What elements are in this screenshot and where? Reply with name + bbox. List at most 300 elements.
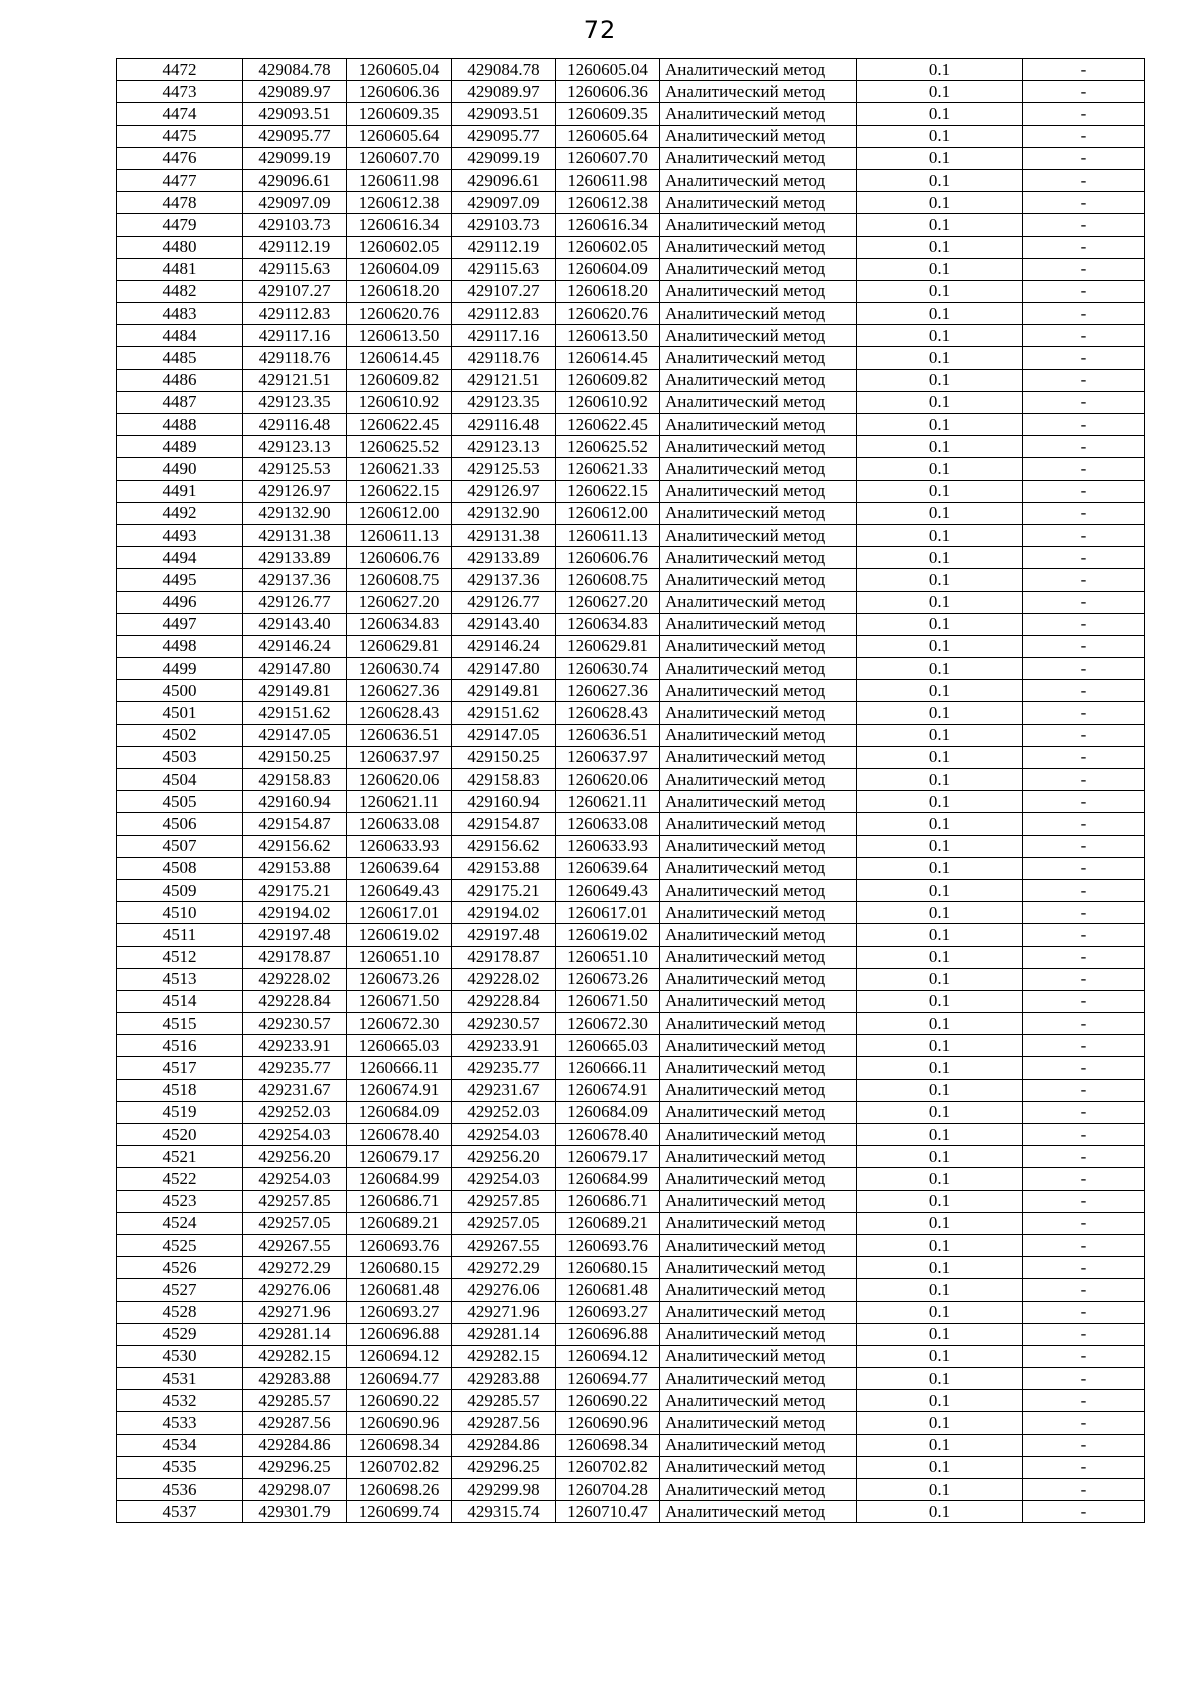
table-row <box>117 1013 1145 1035</box>
y-new-cell: 1260622.45 <box>556 414 660 436</box>
table-row <box>117 1301 1145 1323</box>
precision-cell: 0.1 <box>857 258 1023 280</box>
note-cell: - <box>1023 658 1145 680</box>
y-old-cell: 1260628.43 <box>347 702 452 724</box>
note-cell: - <box>1023 635 1145 657</box>
precision-cell: 0.1 <box>857 791 1023 813</box>
point-number-cell: 4516 <box>117 1035 243 1057</box>
x-new-cell: 429131.38 <box>452 524 556 546</box>
y-new-cell: 1260696.88 <box>556 1323 660 1345</box>
x-new-cell: 429257.85 <box>452 1190 556 1212</box>
table-row <box>117 1257 1145 1279</box>
note-cell: - <box>1023 1456 1145 1478</box>
x-new-cell: 429146.24 <box>452 635 556 657</box>
x-old-cell: 429107.27 <box>243 280 347 302</box>
table-row <box>117 658 1145 680</box>
x-old-cell: 429254.03 <box>243 1124 347 1146</box>
y-new-cell: 1260684.09 <box>556 1101 660 1123</box>
table-row <box>117 1190 1145 1212</box>
x-old-cell: 429257.85 <box>243 1190 347 1212</box>
y-new-cell: 1260620.76 <box>556 303 660 325</box>
y-old-cell: 1260633.93 <box>347 835 452 857</box>
y-old-cell: 1260620.76 <box>347 303 452 325</box>
x-old-cell: 429281.14 <box>243 1323 347 1345</box>
note-cell: - <box>1023 147 1145 169</box>
y-new-cell: 1260690.96 <box>556 1412 660 1434</box>
table-row <box>117 902 1145 924</box>
note-cell: - <box>1023 946 1145 968</box>
table-row <box>117 591 1145 613</box>
table-row <box>117 1323 1145 1345</box>
y-new-cell: 1260694.77 <box>556 1368 660 1390</box>
point-number-cell: 4526 <box>117 1257 243 1279</box>
method-cell: Аналитический метод <box>660 192 857 214</box>
method-cell: Аналитический метод <box>660 391 857 413</box>
x-new-cell: 429096.61 <box>452 169 556 191</box>
method-cell: Аналитический метод <box>660 103 857 125</box>
point-number-cell: 4508 <box>117 857 243 879</box>
note-cell: - <box>1023 1079 1145 1101</box>
method-cell: Аналитический метод <box>660 946 857 968</box>
point-number-cell: 4501 <box>117 702 243 724</box>
precision-cell: 0.1 <box>857 303 1023 325</box>
y-old-cell: 1260639.64 <box>347 857 452 879</box>
y-new-cell: 1260678.40 <box>556 1124 660 1146</box>
x-old-cell: 429197.48 <box>243 924 347 946</box>
x-new-cell: 429158.83 <box>452 769 556 791</box>
x-new-cell: 429153.88 <box>452 857 556 879</box>
y-new-cell: 1260625.52 <box>556 436 660 458</box>
y-new-cell: 1260702.82 <box>556 1456 660 1478</box>
point-number-cell: 4518 <box>117 1079 243 1101</box>
y-new-cell: 1260618.20 <box>556 280 660 302</box>
precision-cell: 0.1 <box>857 1124 1023 1146</box>
method-cell: Аналитический метод <box>660 214 857 236</box>
y-old-cell: 1260622.45 <box>347 414 452 436</box>
y-new-cell: 1260608.75 <box>556 569 660 591</box>
table-row <box>117 746 1145 768</box>
y-old-cell: 1260637.97 <box>347 746 452 768</box>
x-old-cell: 429296.25 <box>243 1456 347 1478</box>
y-new-cell: 1260611.13 <box>556 524 660 546</box>
point-number-cell: 4537 <box>117 1501 243 1523</box>
x-old-cell: 429285.57 <box>243 1390 347 1412</box>
y-new-cell: 1260621.33 <box>556 458 660 480</box>
method-cell: Аналитический метод <box>660 1368 857 1390</box>
y-new-cell: 1260629.81 <box>556 635 660 657</box>
method-cell: Аналитический метод <box>660 1434 857 1456</box>
point-number-cell: 4503 <box>117 746 243 768</box>
x-old-cell: 429131.38 <box>243 524 347 546</box>
y-old-cell: 1260610.92 <box>347 391 452 413</box>
y-new-cell: 1260689.21 <box>556 1212 660 1234</box>
y-old-cell: 1260690.22 <box>347 1390 452 1412</box>
y-old-cell: 1260651.10 <box>347 946 452 968</box>
precision-cell: 0.1 <box>857 59 1023 81</box>
note-cell: - <box>1023 769 1145 791</box>
x-old-cell: 429282.15 <box>243 1345 347 1367</box>
y-old-cell: 1260693.76 <box>347 1234 452 1256</box>
table-row <box>117 1390 1145 1412</box>
table-row <box>117 1412 1145 1434</box>
precision-cell: 0.1 <box>857 769 1023 791</box>
y-new-cell: 1260633.93 <box>556 835 660 857</box>
precision-cell: 0.1 <box>857 1013 1023 1035</box>
method-cell: Аналитический метод <box>660 1456 857 1478</box>
note-cell: - <box>1023 502 1145 524</box>
y-old-cell: 1260690.96 <box>347 1412 452 1434</box>
precision-cell: 0.1 <box>857 702 1023 724</box>
table-row <box>117 1501 1145 1523</box>
point-number-cell: 4476 <box>117 147 243 169</box>
method-cell: Аналитический метод <box>660 990 857 1012</box>
y-new-cell: 1260634.83 <box>556 613 660 635</box>
x-new-cell: 429267.55 <box>452 1234 556 1256</box>
y-new-cell: 1260613.50 <box>556 325 660 347</box>
x-old-cell: 429233.91 <box>243 1035 347 1057</box>
table-row <box>117 1079 1145 1101</box>
x-old-cell: 429151.62 <box>243 702 347 724</box>
precision-cell: 0.1 <box>857 968 1023 990</box>
y-old-cell: 1260666.11 <box>347 1057 452 1079</box>
y-new-cell: 1260665.03 <box>556 1035 660 1057</box>
note-cell: - <box>1023 813 1145 835</box>
point-number-cell: 4489 <box>117 436 243 458</box>
y-old-cell: 1260620.06 <box>347 769 452 791</box>
note-cell: - <box>1023 480 1145 502</box>
method-cell: Аналитический метод <box>660 125 857 147</box>
precision-cell: 0.1 <box>857 1212 1023 1234</box>
note-cell: - <box>1023 591 1145 613</box>
x-new-cell: 429118.76 <box>452 347 556 369</box>
point-number-cell: 4515 <box>117 1013 243 1035</box>
note-cell: - <box>1023 613 1145 635</box>
y-new-cell: 1260690.22 <box>556 1390 660 1412</box>
point-number-cell: 4533 <box>117 1412 243 1434</box>
x-old-cell: 429160.94 <box>243 791 347 813</box>
precision-cell: 0.1 <box>857 1101 1023 1123</box>
table-row <box>117 81 1145 103</box>
table-row <box>117 569 1145 591</box>
note-cell: - <box>1023 125 1145 147</box>
y-old-cell: 1260625.52 <box>347 436 452 458</box>
precision-cell: 0.1 <box>857 524 1023 546</box>
point-number-cell: 4512 <box>117 946 243 968</box>
precision-cell: 0.1 <box>857 946 1023 968</box>
method-cell: Аналитический метод <box>660 1079 857 1101</box>
x-new-cell: 429112.83 <box>452 303 556 325</box>
method-cell: Аналитический метод <box>660 902 857 924</box>
y-old-cell: 1260607.70 <box>347 147 452 169</box>
x-old-cell: 429154.87 <box>243 813 347 835</box>
x-new-cell: 429149.81 <box>452 680 556 702</box>
method-cell: Аналитический метод <box>660 1035 857 1057</box>
point-number-cell: 4525 <box>117 1234 243 1256</box>
table-row <box>117 813 1145 835</box>
point-number-cell: 4484 <box>117 325 243 347</box>
note-cell: - <box>1023 1168 1145 1190</box>
point-number-cell: 4483 <box>117 303 243 325</box>
x-old-cell: 429126.97 <box>243 480 347 502</box>
y-new-cell: 1260602.05 <box>556 236 660 258</box>
point-number-cell: 4492 <box>117 502 243 524</box>
method-cell: Аналитический метод <box>660 1279 857 1301</box>
y-new-cell: 1260605.64 <box>556 125 660 147</box>
table-row <box>117 1279 1145 1301</box>
x-old-cell: 429257.05 <box>243 1212 347 1234</box>
precision-cell: 0.1 <box>857 480 1023 502</box>
x-old-cell: 429301.79 <box>243 1501 347 1523</box>
x-old-cell: 429089.97 <box>243 81 347 103</box>
note-cell: - <box>1023 1035 1145 1057</box>
x-new-cell: 429285.57 <box>452 1390 556 1412</box>
point-number-cell: 4532 <box>117 1390 243 1412</box>
y-new-cell: 1260704.28 <box>556 1479 660 1501</box>
precision-cell: 0.1 <box>857 81 1023 103</box>
point-number-cell: 4498 <box>117 635 243 657</box>
x-new-cell: 429147.80 <box>452 658 556 680</box>
x-old-cell: 429149.81 <box>243 680 347 702</box>
precision-cell: 0.1 <box>857 924 1023 946</box>
x-new-cell: 429272.29 <box>452 1257 556 1279</box>
point-number-cell: 4475 <box>117 125 243 147</box>
table-row <box>117 59 1145 81</box>
x-new-cell: 429178.87 <box>452 946 556 968</box>
table-row <box>117 1212 1145 1234</box>
y-old-cell: 1260674.91 <box>347 1079 452 1101</box>
table-row <box>117 879 1145 901</box>
x-new-cell: 429287.56 <box>452 1412 556 1434</box>
x-old-cell: 429153.88 <box>243 857 347 879</box>
table-row <box>117 1124 1145 1146</box>
y-new-cell: 1260606.36 <box>556 81 660 103</box>
y-new-cell: 1260612.00 <box>556 502 660 524</box>
method-cell: Аналитический метод <box>660 1345 857 1367</box>
x-new-cell: 429231.67 <box>452 1079 556 1101</box>
note-cell: - <box>1023 924 1145 946</box>
table-row <box>117 436 1145 458</box>
x-old-cell: 429096.61 <box>243 169 347 191</box>
table-row <box>117 946 1145 968</box>
y-old-cell: 1260612.38 <box>347 192 452 214</box>
method-cell: Аналитический метод <box>660 1013 857 1035</box>
precision-cell: 0.1 <box>857 658 1023 680</box>
point-number-cell: 4497 <box>117 613 243 635</box>
y-old-cell: 1260679.17 <box>347 1146 452 1168</box>
x-new-cell: 429112.19 <box>452 236 556 258</box>
y-old-cell: 1260681.48 <box>347 1279 452 1301</box>
y-new-cell: 1260651.10 <box>556 946 660 968</box>
x-old-cell: 429150.25 <box>243 746 347 768</box>
x-old-cell: 429132.90 <box>243 502 347 524</box>
table-row <box>117 680 1145 702</box>
y-new-cell: 1260604.09 <box>556 258 660 280</box>
x-new-cell: 429126.97 <box>452 480 556 502</box>
precision-cell: 0.1 <box>857 724 1023 746</box>
y-old-cell: 1260613.50 <box>347 325 452 347</box>
x-old-cell: 429228.84 <box>243 990 347 1012</box>
y-new-cell: 1260666.11 <box>556 1057 660 1079</box>
x-old-cell: 429178.87 <box>243 946 347 968</box>
note-cell: - <box>1023 1434 1145 1456</box>
method-cell: Аналитический метод <box>660 968 857 990</box>
x-new-cell: 429175.21 <box>452 879 556 901</box>
method-cell: Аналитический метод <box>660 414 857 436</box>
x-old-cell: 429137.36 <box>243 569 347 591</box>
table-row <box>117 280 1145 302</box>
x-old-cell: 429147.05 <box>243 724 347 746</box>
note-cell: - <box>1023 724 1145 746</box>
x-old-cell: 429115.63 <box>243 258 347 280</box>
note-cell: - <box>1023 1368 1145 1390</box>
y-new-cell: 1260649.43 <box>556 879 660 901</box>
note-cell: - <box>1023 968 1145 990</box>
table-row <box>117 1101 1145 1123</box>
x-old-cell: 429194.02 <box>243 902 347 924</box>
table-row <box>117 791 1145 813</box>
table-row <box>117 125 1145 147</box>
x-old-cell: 429118.76 <box>243 347 347 369</box>
note-cell: - <box>1023 791 1145 813</box>
precision-cell: 0.1 <box>857 1168 1023 1190</box>
x-old-cell: 429276.06 <box>243 1279 347 1301</box>
point-number-cell: 4528 <box>117 1301 243 1323</box>
point-number-cell: 4487 <box>117 391 243 413</box>
note-cell: - <box>1023 1057 1145 1079</box>
y-new-cell: 1260627.20 <box>556 591 660 613</box>
x-new-cell: 429126.77 <box>452 591 556 613</box>
note-cell: - <box>1023 1234 1145 1256</box>
precision-cell: 0.1 <box>857 680 1023 702</box>
y-new-cell: 1260681.48 <box>556 1279 660 1301</box>
precision-cell: 0.1 <box>857 1057 1023 1079</box>
note-cell: - <box>1023 436 1145 458</box>
precision-cell: 0.1 <box>857 1190 1023 1212</box>
precision-cell: 0.1 <box>857 103 1023 125</box>
x-old-cell: 429126.77 <box>243 591 347 613</box>
x-new-cell: 429115.63 <box>452 258 556 280</box>
table-row <box>117 169 1145 191</box>
y-new-cell: 1260674.91 <box>556 1079 660 1101</box>
precision-cell: 0.1 <box>857 902 1023 924</box>
note-cell: - <box>1023 1301 1145 1323</box>
point-number-cell: 4536 <box>117 1479 243 1501</box>
point-number-cell: 4481 <box>117 258 243 280</box>
y-new-cell: 1260612.38 <box>556 192 660 214</box>
note-cell: - <box>1023 1146 1145 1168</box>
method-cell: Аналитический метод <box>660 1168 857 1190</box>
x-new-cell: 429296.25 <box>452 1456 556 1478</box>
precision-cell: 0.1 <box>857 192 1023 214</box>
method-cell: Аналитический метод <box>660 635 857 657</box>
table-row <box>117 1146 1145 1168</box>
method-cell: Аналитический метод <box>660 791 857 813</box>
point-number-cell: 4485 <box>117 347 243 369</box>
precision-cell: 0.1 <box>857 547 1023 569</box>
x-new-cell: 429095.77 <box>452 125 556 147</box>
table-row <box>117 236 1145 258</box>
point-number-cell: 4505 <box>117 791 243 813</box>
y-old-cell: 1260611.13 <box>347 524 452 546</box>
y-old-cell: 1260665.03 <box>347 1035 452 1057</box>
x-new-cell: 429283.88 <box>452 1368 556 1390</box>
x-new-cell: 429089.97 <box>452 81 556 103</box>
note-cell: - <box>1023 236 1145 258</box>
method-cell: Аналитический метод <box>660 1234 857 1256</box>
precision-cell: 0.1 <box>857 1434 1023 1456</box>
y-new-cell: 1260633.08 <box>556 813 660 835</box>
x-old-cell: 429228.02 <box>243 968 347 990</box>
note-cell: - <box>1023 325 1145 347</box>
x-old-cell: 429097.09 <box>243 192 347 214</box>
x-new-cell: 429315.74 <box>452 1501 556 1523</box>
y-old-cell: 1260627.20 <box>347 591 452 613</box>
y-new-cell: 1260686.71 <box>556 1190 660 1212</box>
note-cell: - <box>1023 1501 1145 1523</box>
y-old-cell: 1260649.43 <box>347 879 452 901</box>
precision-cell: 0.1 <box>857 1456 1023 1478</box>
method-cell: Аналитический метод <box>660 1146 857 1168</box>
x-old-cell: 429125.53 <box>243 458 347 480</box>
y-old-cell: 1260606.76 <box>347 547 452 569</box>
method-cell: Аналитический метод <box>660 680 857 702</box>
table-row <box>117 391 1145 413</box>
y-new-cell: 1260611.98 <box>556 169 660 191</box>
precision-cell: 0.1 <box>857 1257 1023 1279</box>
note-cell: - <box>1023 524 1145 546</box>
table-row <box>117 1479 1145 1501</box>
x-new-cell: 429137.36 <box>452 569 556 591</box>
x-old-cell: 429230.57 <box>243 1013 347 1035</box>
point-number-cell: 4522 <box>117 1168 243 1190</box>
precision-cell: 0.1 <box>857 1234 1023 1256</box>
method-cell: Аналитический метод <box>660 524 857 546</box>
note-cell: - <box>1023 369 1145 391</box>
point-number-cell: 4524 <box>117 1212 243 1234</box>
precision-cell: 0.1 <box>857 1323 1023 1345</box>
y-new-cell: 1260630.74 <box>556 658 660 680</box>
x-old-cell: 429272.29 <box>243 1257 347 1279</box>
table-row <box>117 1035 1145 1057</box>
x-old-cell: 429116.48 <box>243 414 347 436</box>
x-old-cell: 429231.67 <box>243 1079 347 1101</box>
note-cell: - <box>1023 680 1145 702</box>
point-number-cell: 4496 <box>117 591 243 613</box>
method-cell: Аналитический метод <box>660 813 857 835</box>
table-row <box>117 990 1145 1012</box>
y-new-cell: 1260710.47 <box>556 1501 660 1523</box>
y-old-cell: 1260605.04 <box>347 59 452 81</box>
y-new-cell: 1260605.04 <box>556 59 660 81</box>
y-new-cell: 1260636.51 <box>556 724 660 746</box>
x-old-cell: 429143.40 <box>243 613 347 635</box>
y-new-cell: 1260693.27 <box>556 1301 660 1323</box>
point-number-cell: 4514 <box>117 990 243 1012</box>
x-new-cell: 429150.25 <box>452 746 556 768</box>
x-new-cell: 429116.48 <box>452 414 556 436</box>
x-new-cell: 429121.51 <box>452 369 556 391</box>
method-cell: Аналитический метод <box>660 879 857 901</box>
method-cell: Аналитический метод <box>660 1101 857 1123</box>
x-new-cell: 429133.89 <box>452 547 556 569</box>
x-old-cell: 429123.35 <box>243 391 347 413</box>
y-old-cell: 1260606.36 <box>347 81 452 103</box>
precision-cell: 0.1 <box>857 436 1023 458</box>
x-old-cell: 429084.78 <box>243 59 347 81</box>
note-cell: - <box>1023 835 1145 857</box>
y-old-cell: 1260629.81 <box>347 635 452 657</box>
y-old-cell: 1260702.82 <box>347 1456 452 1478</box>
